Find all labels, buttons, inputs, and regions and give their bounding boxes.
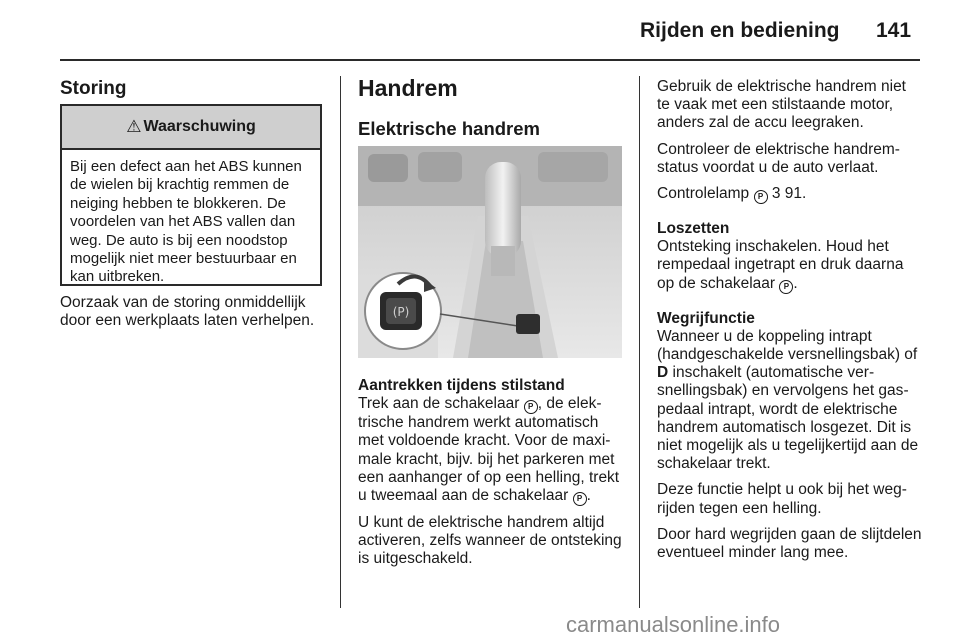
- header-rule: [60, 59, 920, 61]
- page-number: 141: [876, 19, 912, 42]
- section-subheading: Elektrische handrem: [358, 118, 540, 139]
- driveaway-gear: D: [657, 364, 669, 382]
- column-divider-left: [340, 76, 341, 608]
- apply-text-b: , de elektrische handrem werkt automatisch met voldoende kracht. Voor de maximale kracht, bijv. bij het parkeren met een aanhanger of op een helling, trekt u tweemaal aan de schakelaar: [358, 395, 620, 505]
- storing-title: Storing: [60, 78, 127, 99]
- reference-arrow-icon: 3: [771, 185, 781, 203]
- apply-text-c: .: [586, 487, 591, 505]
- control-lamp-text: Controlelamp: [657, 185, 754, 203]
- svg-text:(P): (P): [392, 305, 410, 319]
- handbrake-photo: [358, 146, 622, 358]
- warning-heading: Waarschuwing: [143, 118, 256, 135]
- section-heading: Handrem: [358, 75, 458, 101]
- release-text-b: .: [793, 274, 798, 292]
- control-lamp-page: 91.: [780, 185, 807, 203]
- parking-brake-icon: P: [754, 190, 768, 204]
- middle-column: [358, 377, 622, 577]
- apply-text-a: Trek aan de schakelaar: [358, 395, 524, 413]
- driveaway-text-b: inschakelt (automatische versnellingsbak) en vervolgens het gaspedaal intrapt, wordt de elektrische handrem automatisch losgezet. Dit is niet mogelijk als u tegelijkertijd aan de schakelaar trekt.: [657, 364, 919, 473]
- hill-paragraph: Deze functie helpt u ook bij het wegrijden tegen een helling.: [657, 481, 907, 517]
- warning-text: Bij een defect aan het ABS kunnen de wielen bij krachtig remmen de neiging hebben te blokkeren. De voordelen van het ABS vallen dan weg. De auto is bij een noodstop mogelijk niet meer bestuurbaar en kan uitbreken.: [70, 158, 302, 286]
- column-divider-right: [639, 76, 640, 608]
- status-paragraph: Controleer de elektrische handremstatus voordat u de auto verlaat.: [657, 140, 900, 176]
- wear-paragraph: Door hard wegrijden gaan de slijtdelen eventueel minder lang mee.: [657, 525, 922, 562]
- apply-paragraph: [358, 395, 622, 506]
- header-title: Rijden en bediening: [640, 19, 840, 42]
- right-column: [657, 78, 923, 570]
- warning-box: [60, 104, 322, 286]
- parking-brake-icon: P: [779, 280, 793, 294]
- release-paragraph: [657, 238, 923, 293]
- left-paragraph: [60, 294, 332, 338]
- driveaway-paragraph: [657, 328, 923, 474]
- section-title-driveaway: Wegrijfunctie: [657, 309, 755, 327]
- parking-brake-icon: P: [573, 492, 587, 506]
- control-lamp-paragraph: [657, 185, 923, 204]
- parking-brake-icon: P: [524, 400, 538, 414]
- warning-header: [62, 106, 320, 150]
- release-text-a: Ontsteking inschakelen. Houd het rempedaal ingetrapt en druk daarna op de schakelaar: [657, 238, 904, 292]
- storing-paragraph: Oorzaak van de storing onmiddellijk door een werkplaats laten verhelpen.: [60, 294, 315, 330]
- section-title-apply: Aantrekken tijdens stilstand: [358, 377, 565, 394]
- battery-paragraph: Gebruik de elektrische handrem niet te vaak met een stilstaande motor, anders zal de accu leegraken.: [657, 78, 906, 132]
- warning-icon: ⚠: [126, 117, 142, 136]
- section-title-release: Loszetten: [657, 220, 730, 238]
- driveaway-text-a: Wanneer u de koppeling intrapt (handgeschakelde versnellingsbak) of: [657, 327, 918, 364]
- watermark: carmanualsonline.info: [566, 612, 781, 637]
- activate-paragraph: U kunt de elektrische handrem altijd activeren, zelfs wanneer de ontsteking is uitgeschakeld.: [358, 514, 622, 568]
